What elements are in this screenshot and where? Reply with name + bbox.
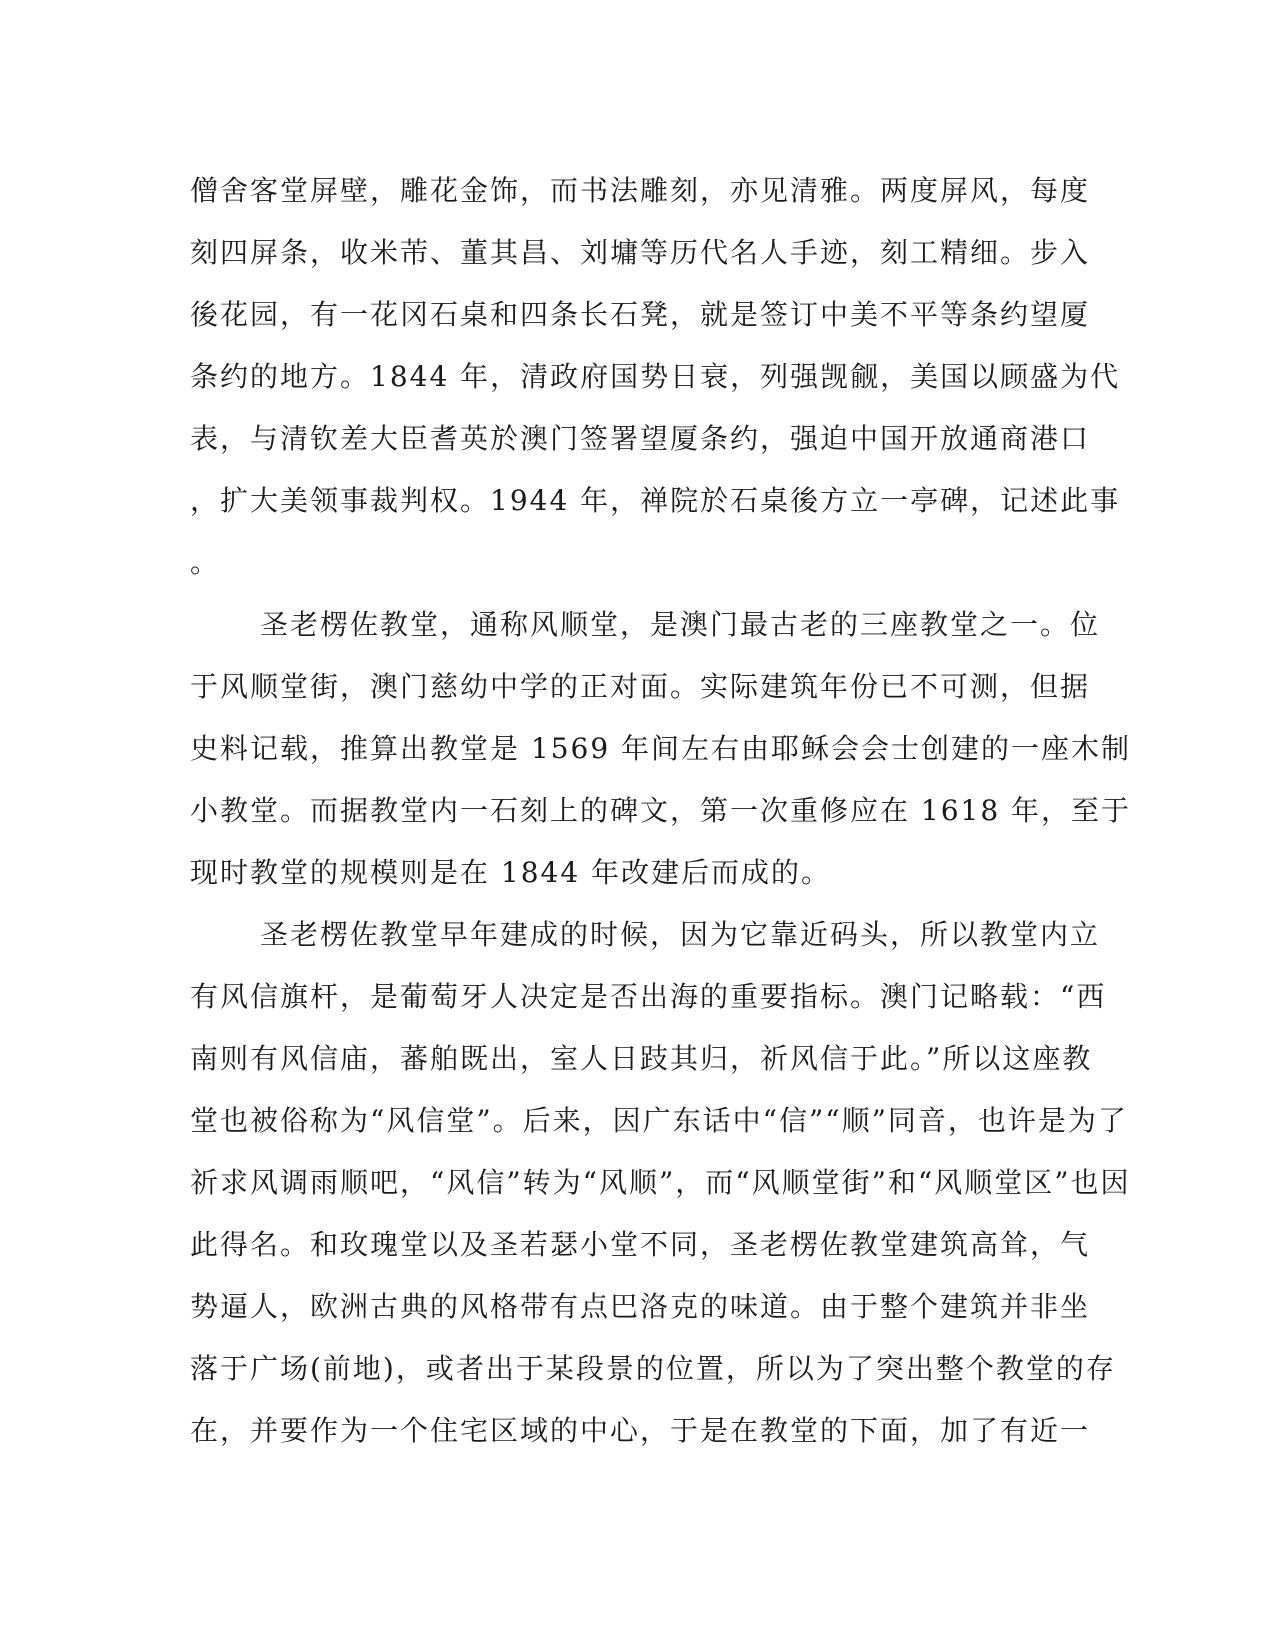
text-line: 堂也被俗称为“风信堂”。后来，因广东话中“信”“顺”同音，也许是为了	[190, 1104, 1128, 1137]
text-line: 圣老楞佐教堂，通称风顺堂，是澳门最古老的三座教堂之一。位	[260, 608, 1101, 641]
text-line: 史料记载，推算出教堂是 1569 年间左右由耶稣会会士创建的一座木制	[190, 732, 1132, 765]
text-line: 落于广场(前地)，或者出于某段景的位置，所以为了突出整个教堂的存	[190, 1352, 1116, 1385]
text-line: 条约的地方。1844 年，清政府国势日衰，列强觊觎，美国以顾盛为代	[190, 360, 1121, 393]
text-line: 有风信旗杆，是葡萄牙人决定是否出海的重要指标。澳门记略载：“西	[190, 980, 1107, 1013]
text-line: 南则有风信庙，蕃舶既出，室人日跂其归，祈风信于此。”所以这座教	[190, 1042, 1093, 1075]
text-line: 圣老楞佐教堂早年建成的时候，因为它靠近码头，所以教堂内立	[260, 918, 1101, 951]
text-line: 。	[190, 546, 221, 579]
paragraph	[190, 594, 1132, 904]
text-line: 在，并要作为一个住宅区域的中心，于是在教堂的下面，加了有近一	[190, 1414, 1091, 1447]
text-line: ，扩大美领事裁判权。1944 年，禅院於石桌後方立一亭碑，记述此事	[190, 484, 1121, 517]
text-line: 刻四屏条，收米芾、董其昌、刘墉等历代名人手迹，刻工精细。步入	[190, 236, 1091, 269]
text-line: 现时教堂的规模则是在 1844 年改建后而成的。	[190, 856, 832, 889]
text-line: 祈求风调雨顺吧，“风信”转为“风顺”，而“风顺堂街”和“风顺堂区”也因	[190, 1166, 1131, 1199]
text-line: 势逼人，欧洲古典的风格带有点巴洛克的味道。由于整个建筑并非坐	[190, 1290, 1091, 1323]
body-text	[190, 160, 1132, 1462]
text-line: 小教堂。而据教堂内一石刻上的碑文，第一次重修应在 1618 年，至于	[190, 794, 1132, 827]
paragraph	[190, 904, 1131, 1462]
text-line: 此得名。和玫瑰堂以及圣若瑟小堂不同，圣老楞佐教堂建筑高耸，气	[190, 1228, 1091, 1261]
paragraph	[190, 160, 1121, 594]
text-line: 僧舍客堂屏壁，雕花金饰，而书法雕刻，亦见清雅。两度屏风，每度	[190, 174, 1091, 207]
text-line: 于风顺堂街，澳门慈幼中学的正对面。实际建筑年份已不可测，但据	[190, 670, 1091, 703]
text-line: 表，与清钦差大臣耆英於澳门签署望厦条约，强迫中国开放通商港口	[190, 422, 1091, 455]
text-line: 後花园，有一花冈石桌和四条长石凳，就是签订中美不平等条约望厦	[190, 298, 1091, 331]
